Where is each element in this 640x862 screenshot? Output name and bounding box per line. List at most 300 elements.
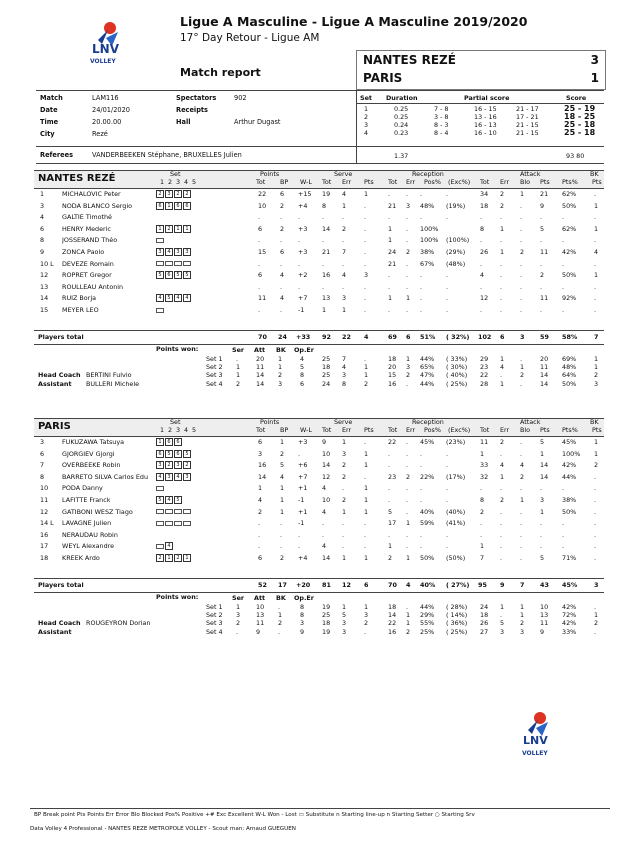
- total-stat-app: 45%: [562, 580, 578, 589]
- player-stat-wl: -1: [298, 496, 305, 504]
- player-stat-at: .: [480, 213, 483, 222]
- player-stat-ae: .: [500, 271, 503, 280]
- set-stat-re: 1: [406, 619, 411, 628]
- match-value: LAM116: [92, 94, 119, 102]
- col-tot: Tot: [256, 426, 266, 434]
- player-stat-ae: .: [500, 259, 503, 268]
- col-att-ptsp: Pts%: [562, 178, 578, 186]
- player-stat-se: .: [342, 519, 345, 528]
- player-stat-se: .: [342, 236, 345, 245]
- set-stat-app: 72%: [562, 610, 577, 619]
- player-stat-sp: 1: [364, 190, 369, 198]
- player-stat-bk: 1: [594, 201, 599, 210]
- player-stat-bp: 1: [280, 496, 285, 504]
- player-stat-wl: -1: [298, 306, 305, 314]
- player-stat-rpos: 45%: [420, 438, 435, 446]
- player-stat-app: .: [562, 484, 565, 493]
- player-stat-wl: +1: [298, 507, 308, 516]
- col-set-num: 5: [192, 426, 197, 434]
- player-stat-wl: .: [298, 259, 301, 268]
- set-stat-ap: 13: [540, 610, 549, 619]
- player-stat-bk: 4: [594, 248, 599, 256]
- set-stat-ae: 3: [500, 627, 505, 636]
- logo-text-bottom: LNV: [523, 734, 548, 747]
- player-stat-app: 38%: [562, 496, 577, 504]
- player-stat-bk: 1: [594, 271, 599, 280]
- player-stat-ab: .: [520, 201, 523, 210]
- city-value: Rezé: [92, 130, 108, 138]
- sets-row-score: 25 - 19: [564, 104, 596, 113]
- player-stat-rexc: (41%): [446, 519, 466, 528]
- col-serve: Serve: [334, 418, 353, 426]
- set-att: 20: [256, 354, 265, 363]
- receipts-label: Receipts: [176, 106, 208, 114]
- player-stat-rexc: .: [446, 461, 449, 470]
- player-stat-rt: .: [388, 306, 391, 314]
- set-stat-app: 64%: [562, 371, 577, 380]
- sets-hdr-duration: Duration: [386, 94, 418, 102]
- score-away-sets: 1: [590, 71, 599, 85]
- col-att-err: Err: [500, 178, 510, 186]
- player-stat-rt: .: [388, 461, 391, 470]
- player-set-boxes: [156, 519, 192, 527]
- player-number: 18: [40, 554, 49, 562]
- player-stat-sp: .: [364, 519, 367, 528]
- player-stat-ae: .: [500, 554, 503, 562]
- starting-position-box: 5: [156, 496, 164, 504]
- player-stat-bk: .: [594, 306, 597, 314]
- player-number: 8: [40, 236, 45, 245]
- set-stat-st: 18: [322, 362, 331, 371]
- substitute-box: [174, 509, 182, 514]
- player-stat-app: 42%: [562, 461, 577, 470]
- time-label: Time: [40, 118, 59, 126]
- player-stat-sp: .: [364, 472, 367, 481]
- player-stat-at: 1: [480, 542, 485, 551]
- player-set-boxes: [156, 271, 192, 279]
- player-stat-sp: 3: [364, 271, 369, 280]
- player-name: OVERBEEKE Robin: [62, 461, 121, 470]
- set-stat-ap: 11: [540, 619, 549, 628]
- player-stat-at: 2: [480, 507, 485, 516]
- col-att-err: Err: [500, 426, 510, 434]
- player-stat-ae: .: [500, 213, 503, 222]
- col-set-num: 2: [168, 178, 173, 186]
- pw-hdr-bk: BK: [276, 593, 286, 602]
- score-box: [356, 50, 606, 90]
- player-stat-at: .: [480, 530, 483, 539]
- set-stat-st: 18: [322, 619, 331, 628]
- set-stat-se: 5: [342, 610, 347, 619]
- player-name: LAFITTE Franck: [62, 496, 111, 504]
- set-stat-at: 27: [480, 627, 489, 636]
- col-rec-tot: Tot: [388, 178, 398, 186]
- set-stat-rpos: 44%: [420, 379, 435, 388]
- player-stat-se: 4: [342, 190, 347, 198]
- player-stat-re: .: [406, 190, 409, 198]
- player-number: 12: [40, 271, 49, 280]
- set-att: 14: [256, 371, 265, 380]
- player-stat-bk: 1: [594, 438, 599, 446]
- player-set-boxes: [156, 260, 192, 268]
- set-stat-rt: 20: [388, 362, 397, 371]
- player-stat-st: 8: [322, 201, 327, 210]
- player-stat-pt: 6: [258, 554, 263, 562]
- team-name: PARIS: [38, 421, 71, 432]
- player-stat-se: 1: [342, 306, 347, 314]
- set-stat-rexc: ( 33%): [446, 354, 468, 363]
- player-number: 15: [40, 306, 49, 314]
- sets-row-p3: 21 - 15: [516, 121, 539, 129]
- player-stat-st: .: [322, 213, 325, 222]
- starting-position-box: 2: [174, 190, 182, 198]
- player-stat-at: 33: [480, 461, 489, 470]
- set-label: Set 2: [206, 362, 223, 371]
- player-stat-sp: .: [364, 259, 367, 268]
- set-stat-bk2: .: [594, 627, 597, 636]
- player-stat-ae: .: [500, 507, 503, 516]
- player-stat-pt: .: [258, 519, 261, 528]
- set-label: Set 4: [206, 627, 223, 636]
- starting-position-box: 4: [165, 542, 173, 550]
- player-stat-rexc: (50%): [446, 554, 466, 562]
- player-stat-se: 3: [342, 449, 347, 458]
- player-stat-st: 14: [322, 224, 331, 233]
- player-number: 3: [40, 438, 45, 446]
- player-stat-bk: .: [594, 542, 597, 551]
- total-stat-bk: 3: [594, 580, 599, 589]
- player-stat-se: 1: [342, 554, 347, 562]
- total-stat-rt: 69: [388, 332, 397, 341]
- substitute-box: [183, 509, 191, 514]
- player-stat-ap: 14: [540, 461, 549, 470]
- set-stat-rexc: ( 14%): [446, 610, 468, 619]
- col-points: Points: [260, 418, 280, 426]
- player-set-boxes: [156, 306, 165, 314]
- player-stat-se: .: [342, 259, 345, 268]
- player-name: PODA Danny: [62, 484, 103, 493]
- set-stat-se: 3: [342, 619, 347, 628]
- set-op: 5: [300, 362, 305, 371]
- starting-position-box: 4: [156, 294, 164, 302]
- player-stat-pt: .: [258, 236, 261, 245]
- player-set-boxes: [156, 248, 192, 256]
- set-stat-ae: 4: [500, 362, 505, 371]
- player-stat-ab: .: [520, 282, 523, 291]
- player-stat-rexc: (17%): [446, 472, 466, 481]
- player-stat-bp: .: [280, 542, 283, 551]
- sets-row-p1: 7 - 8: [434, 105, 449, 113]
- player-stat-bk: .: [594, 519, 597, 528]
- set-stat-ae: 5: [500, 619, 505, 628]
- sets-row-score: 18 - 25: [564, 112, 596, 121]
- player-stat-rexc: (100%): [446, 236, 470, 245]
- player-stat-se: .: [342, 484, 345, 493]
- player-stat-wl: +1: [298, 484, 308, 493]
- set-bk: 1: [278, 610, 283, 619]
- sets-row-set: 4: [364, 129, 369, 137]
- player-stat-st: 10: [322, 449, 331, 458]
- starting-position-box: 2: [183, 190, 191, 198]
- player-stat-sp: .: [364, 201, 367, 210]
- player-stat-at: .: [480, 236, 483, 245]
- player-stat-se: 1: [342, 201, 347, 210]
- set-stat-rexc: ( 40%): [446, 371, 468, 380]
- player-stat-rpos: 100%: [420, 224, 439, 233]
- sets-row-p2: 13 - 16: [474, 113, 497, 121]
- report-label: Match report: [180, 66, 261, 79]
- player-stat-re: .: [406, 530, 409, 539]
- set-label: Set 4: [206, 379, 223, 388]
- player-stat-wl: +3: [298, 248, 308, 256]
- player-number: 4: [40, 213, 45, 222]
- player-number: 10: [40, 484, 49, 493]
- player-stat-ae: .: [500, 542, 503, 551]
- player-stat-st: 13: [322, 294, 331, 303]
- player-stat-re: .: [406, 484, 409, 493]
- player-stat-se: 2: [342, 461, 347, 470]
- starting-position-box: 2: [156, 190, 164, 198]
- set-label: Set 1: [206, 602, 223, 611]
- player-stat-rpos: 100%: [420, 236, 439, 245]
- player-stat-st: 9: [322, 438, 327, 446]
- starting-position-box: 4: [183, 294, 191, 302]
- set-stat-rpos: 65%: [420, 362, 435, 371]
- set-stat-rpos: 47%: [420, 371, 435, 380]
- substitute-box: [156, 509, 164, 514]
- total-stat-ae: 6: [500, 332, 505, 341]
- player-stat-sp: .: [364, 306, 367, 314]
- page-subtitle: 17° Day Retour - Ligue AM: [180, 32, 320, 44]
- player-stat-ae: 1: [500, 224, 505, 233]
- set-stat-rpos: 44%: [420, 354, 435, 363]
- total-stat-rexc: ( 27%): [446, 580, 470, 589]
- player-name: ZONCA Paolo: [62, 248, 105, 256]
- player-stat-rpos: .: [420, 484, 423, 493]
- team-header-bar: [34, 170, 604, 189]
- player-stat-sp: 1: [364, 449, 369, 458]
- starting-position-box: 1: [165, 554, 173, 562]
- set-stat-ab: 2: [520, 371, 525, 380]
- set-stat-rt: 18: [388, 354, 397, 363]
- player-stat-ap: 2: [540, 271, 545, 280]
- set-ser: .: [236, 627, 239, 636]
- player-stat-ap: 11: [540, 248, 549, 256]
- set-stat-app: 48%: [562, 362, 577, 371]
- player-stat-wl: .: [298, 449, 301, 458]
- player-stat-app: .: [562, 259, 565, 268]
- set-stat-bk2: 1: [594, 610, 599, 619]
- set-stat-rt: 16: [388, 627, 397, 636]
- player-stat-re: 1: [406, 519, 411, 528]
- player-stat-ae: 2: [500, 438, 505, 446]
- player-set-boxes: [156, 190, 192, 198]
- player-name: GJORGIEV Gjorgi: [62, 449, 115, 458]
- total-stat-se: 12: [342, 580, 351, 589]
- pw-hdr-ser: Ser: [232, 345, 245, 354]
- player-stat-at: 7: [480, 554, 485, 562]
- total-stat-ab: 3: [520, 332, 525, 341]
- player-stat-app: .: [562, 282, 565, 291]
- player-stat-rt: .: [388, 530, 391, 539]
- set-stat-rpos: 29%: [420, 610, 435, 619]
- starting-position-box: 1: [156, 438, 164, 446]
- player-name: LAVAGNE Julien: [62, 519, 112, 528]
- player-number: 9: [40, 248, 45, 256]
- set-stat-rexc: ( 25%): [446, 627, 468, 636]
- set-stat-sp: .: [364, 354, 367, 363]
- assistant-label: Assistant: [38, 379, 72, 388]
- total-stat-ae: 9: [500, 580, 505, 589]
- sets-hdr-set: Set: [360, 94, 372, 102]
- player-name: HENRY Mederic: [62, 224, 111, 233]
- player-stat-pt: .: [258, 306, 261, 314]
- player-stat-rexc: .: [446, 484, 449, 493]
- team-name: NANTES REZÉ: [38, 173, 116, 184]
- col-set-num: 1: [160, 178, 165, 186]
- player-stat-sp: 1: [364, 496, 369, 504]
- player-stat-bp: 2: [280, 224, 285, 233]
- total-stat-rpos: 51%: [420, 332, 436, 341]
- total-stat-re: 4: [406, 580, 411, 589]
- player-stat-re: 2: [406, 248, 411, 256]
- set-stat-st: 25: [322, 371, 331, 380]
- player-stat-sp: 1: [364, 554, 369, 562]
- player-number: 16: [40, 530, 49, 539]
- total-stat-st: 81: [322, 580, 331, 589]
- starting-position-box: 5: [165, 294, 173, 302]
- player-stat-rexc: (40%): [446, 507, 466, 516]
- sets-row-p1: 8 - 4: [434, 129, 449, 137]
- player-stat-at: .: [480, 306, 483, 314]
- player-stat-st: .: [322, 259, 325, 268]
- player-stat-rt: 2: [388, 554, 393, 562]
- player-stat-bk: 1: [594, 449, 599, 458]
- player-stat-at: .: [480, 519, 483, 528]
- player-stat-rt: 24: [388, 248, 397, 256]
- player-stat-at: 34: [480, 190, 489, 198]
- legend: BP Break point Pts Points Err Error Blo Blocked Pos% Positive +# Exc Excellent W-L Won - Lost ▭ Substitute n Starting line-up n Starting Setter ○ Starting Srv: [34, 812, 475, 818]
- player-stat-rt: .: [388, 484, 391, 493]
- player-stat-ab: .: [520, 224, 523, 233]
- player-stat-ae: 1: [500, 248, 505, 256]
- set-stat-ab: 1: [520, 362, 525, 371]
- player-stat-bp: .: [280, 259, 283, 268]
- player-stat-at: 1: [480, 449, 485, 458]
- player-stat-rexc: .: [446, 449, 449, 458]
- player-stat-ae: .: [500, 294, 503, 303]
- player-stat-ap: 1: [540, 449, 545, 458]
- player-stat-at: .: [480, 484, 483, 493]
- col-serve-err: Err: [342, 178, 352, 186]
- col-att-tot: Tot: [480, 426, 490, 434]
- player-stat-bk: .: [594, 259, 597, 268]
- player-stat-re: .: [406, 461, 409, 470]
- player-name: NERAUDAU Robin: [62, 530, 118, 539]
- player-stat-se: 4: [342, 271, 347, 280]
- player-stat-rt: 17: [388, 519, 397, 528]
- set-stat-ae: .: [500, 371, 503, 380]
- set-stat-ab: .: [520, 354, 523, 363]
- substitute-box: [156, 261, 164, 266]
- logo-sub-bottom: VOLLEY: [522, 750, 548, 757]
- substitute-box: [165, 261, 173, 266]
- col-bp: BP: [280, 426, 289, 434]
- set-stat-sp: 3: [364, 610, 369, 619]
- player-stat-st: .: [322, 530, 325, 539]
- set-stat-se: 4: [342, 362, 347, 371]
- set-stat-sp: 1: [364, 602, 369, 611]
- player-stat-bp: .: [280, 282, 283, 291]
- player-stat-bk: .: [594, 507, 597, 516]
- player-stat-wl: +3: [298, 224, 308, 233]
- player-stat-rt: .: [388, 213, 391, 222]
- set-stat-sp: 1: [364, 371, 369, 380]
- total-stat-rexc: ( 32%): [446, 332, 470, 341]
- player-stat-at: .: [480, 282, 483, 291]
- player-stat-sp: .: [364, 282, 367, 291]
- player-stat-wl: +2: [298, 271, 308, 280]
- player-stat-ab: .: [520, 542, 523, 551]
- set-stat-sp: 2: [364, 379, 369, 388]
- substitute-box: [156, 238, 164, 243]
- player-stat-st: 10: [322, 496, 331, 504]
- set-stat-re: 2: [406, 627, 411, 636]
- player-stat-wl: +7: [298, 294, 308, 303]
- starting-position-box: 3: [183, 248, 191, 256]
- set-stat-rpos: 55%: [420, 619, 435, 628]
- set-stat-ab: 3: [520, 627, 525, 636]
- col-serve-tot: Tot: [322, 426, 332, 434]
- set-stat-se: 3: [342, 627, 347, 636]
- set-stat-app: 69%: [562, 354, 577, 363]
- player-stat-pt: 3: [258, 449, 263, 458]
- player-stat-st: 21: [322, 248, 331, 256]
- set-ser: 3: [236, 610, 241, 619]
- footer: Data Volley 4 Professional - NANTES REZE METROPOLE VOLLEY - Scout man: Arnaud GUEGUEN: [30, 826, 296, 832]
- player-stat-bk: 1: [594, 224, 599, 233]
- set-stat-bk2: 1: [594, 362, 599, 371]
- player-stat-ab: .: [520, 519, 523, 528]
- player-stat-ab: 4: [520, 461, 525, 470]
- player-stat-rt: 23: [388, 472, 397, 481]
- player-stat-re: 1: [406, 554, 411, 562]
- player-stat-bk: .: [594, 190, 597, 198]
- player-stat-ap: 5: [540, 224, 545, 233]
- player-stat-rexc: (23%): [446, 438, 466, 446]
- player-stat-bp: 6: [280, 190, 285, 198]
- player-stat-st: 4: [322, 542, 327, 551]
- assistant-name: BULLERI Michele: [86, 379, 140, 388]
- set-stat-ap: 14: [540, 379, 549, 388]
- player-stat-pt: .: [258, 542, 261, 551]
- set-stat-st: 25: [322, 354, 331, 363]
- player-stat-sp: .: [364, 542, 367, 551]
- spectators-value: 902: [234, 94, 247, 102]
- player-stat-bp: 2: [280, 554, 285, 562]
- col-rec-err: Err: [406, 426, 416, 434]
- player-stat-ap: .: [540, 282, 543, 291]
- total-stat-sp: 4: [364, 332, 369, 341]
- set-att: 9: [256, 627, 261, 636]
- starting-position-box: 3: [174, 461, 182, 469]
- set-stat-re: 1: [406, 610, 411, 619]
- set-att: 14: [256, 379, 265, 388]
- set-stat-se: 8: [342, 379, 347, 388]
- player-stat-re: .: [406, 507, 409, 516]
- substitute-box: [165, 509, 173, 514]
- starting-position-box: 5: [165, 450, 173, 458]
